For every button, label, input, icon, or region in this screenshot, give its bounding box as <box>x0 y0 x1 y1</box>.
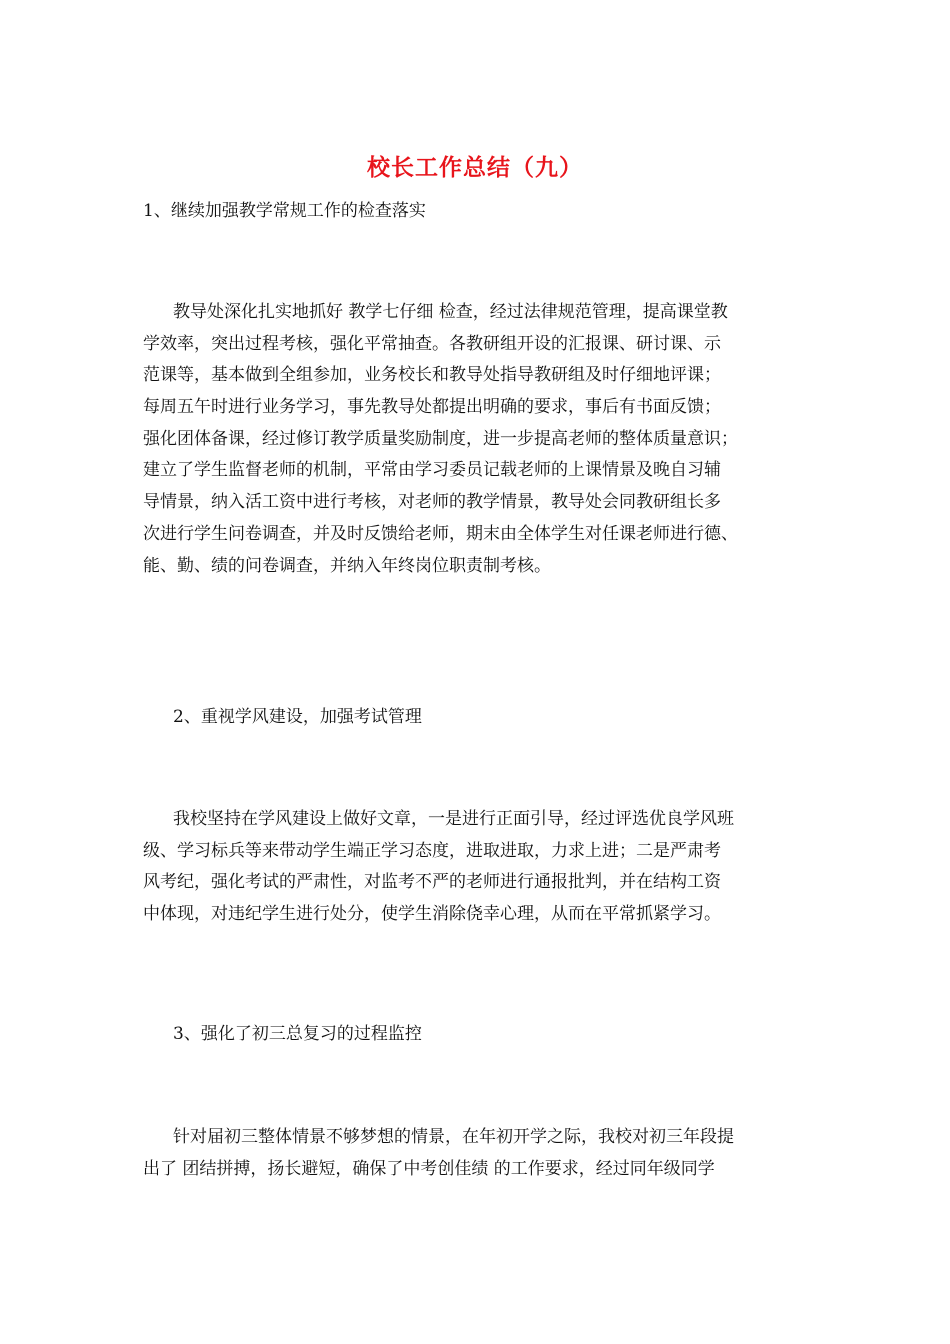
paragraph-line: 中体现，对违纪学生进行处分，使学生消除侥幸心理，从而在平常抓紧学习。 <box>143 904 721 925</box>
paragraph-line: 教导处深化扎实地抓好 教学七仔细 检查，经过法律规范管理，提高课堂教 <box>173 302 728 322</box>
paragraph-line: 风考纪，强化考试的严肃性，对监考不严的老师进行通报批判，并在结构工资 <box>143 872 721 893</box>
paragraph-line: 出了 团结拼搏，扬长避短，确保了中考创佳绩 的工作要求，经过同年级同学 <box>143 1158 715 1179</box>
paragraph-line: 范课等，基本做到全组参加，业务校长和教导处指导教研组及时仔细地评课； <box>143 365 721 386</box>
section-3-paragraph <box>143 1122 823 1185</box>
section-1-heading: 1、继续加强教学常规工作的检查落实 <box>143 201 426 221</box>
paragraph-line: 次进行学生问卷调查，并及时反馈给老师，期末由全体学生对任课老师进行德、 <box>143 523 738 544</box>
paragraph-line: 级、学习标兵等来带动学生端正学习态度，进取进取，力求上进；二是严肃考 <box>143 840 721 861</box>
paragraph-line: 强化团体备课，经过修订教学质量奖励制度，进一步提高老师的整体质量意识； <box>143 428 738 449</box>
paragraph-line: 导情景，纳入活工资中进行考核，对老师的教学情景，教导处会同教研组长多 <box>143 492 721 513</box>
section-2-heading: 2、重视学风建设，加强考试管理 <box>173 707 422 727</box>
section-3-heading: 3、强化了初三总复习的过程监控 <box>173 1024 422 1044</box>
document-title: 校长工作总结（九） <box>367 154 583 181</box>
section-1-paragraph <box>143 297 823 582</box>
paragraph-line: 我校坚持在学风建设上做好文章，一是进行正面引导，经过评选优良学风班 <box>173 809 734 829</box>
section-2-paragraph <box>143 804 823 931</box>
paragraph-line: 学效率，突出过程考核，强化平常抽查。各教研组开设的汇报课、研讨课、示 <box>143 333 721 354</box>
paragraph-line: 能、勤、绩的问卷调查，并纳入年终岗位职责制考核。 <box>143 555 551 576</box>
paragraph-line: 每周五午时进行业务学习，事先教导处都提出明确的要求，事后有书面反馈； <box>143 397 721 418</box>
paragraph-line: 建立了学生监督老师的机制，平常由学习委员记载老师的上课情景及晚自习辅 <box>143 460 721 481</box>
paragraph-line: 针对届初三整体情景不够梦想的情景，在年初开学之际，我校对初三年段提 <box>173 1127 734 1147</box>
